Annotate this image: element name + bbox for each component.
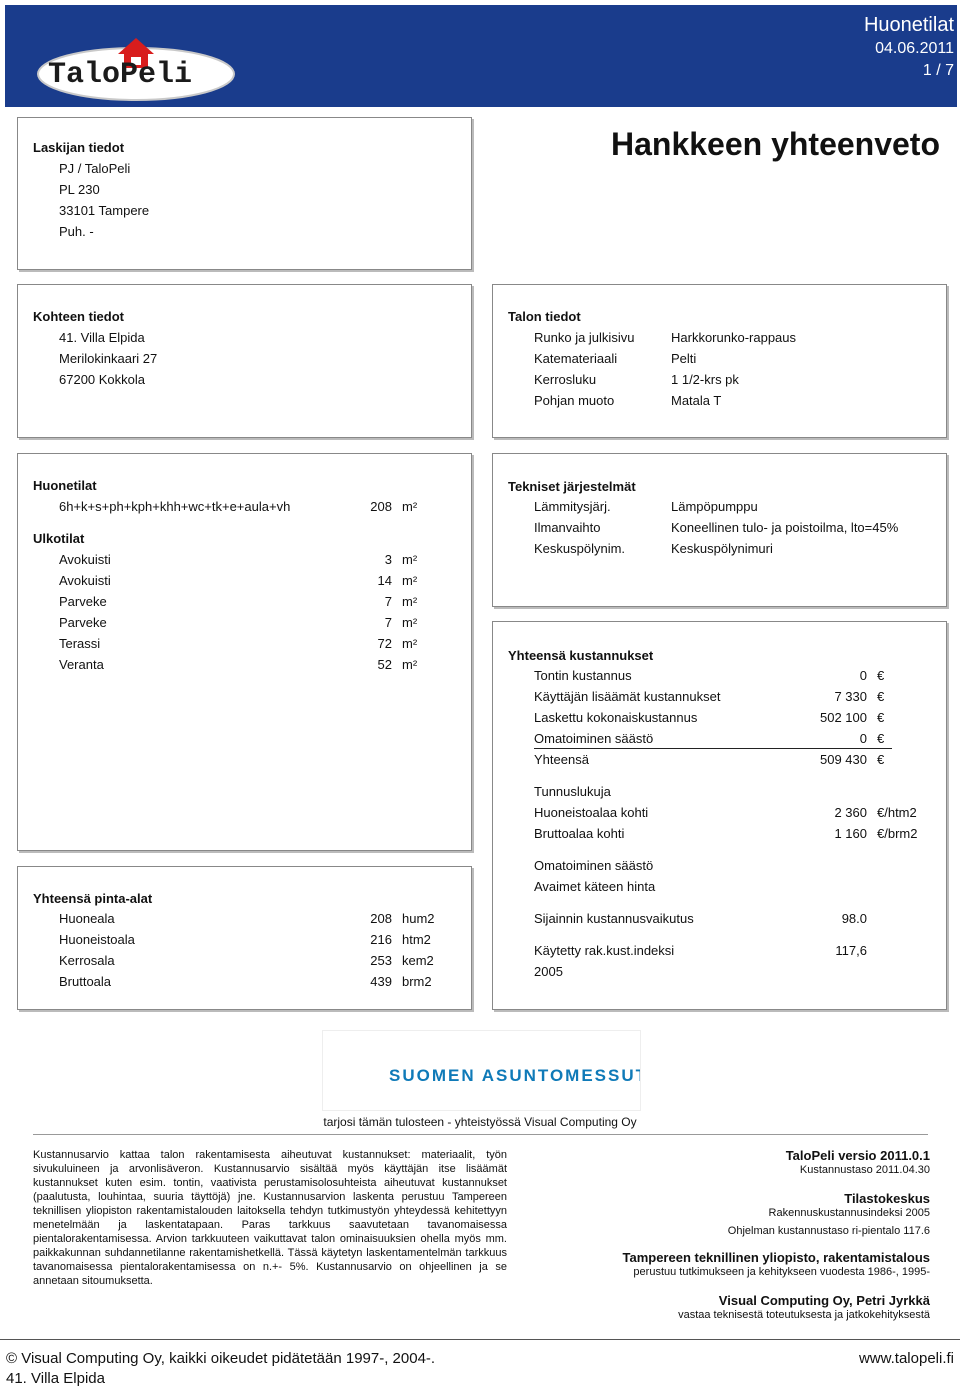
pinta-ala-unit: htm2 [402, 932, 431, 947]
footer-project: 41. Villa Elpida [6, 1370, 105, 1387]
saasto-heading: Omatoiminen säästö [534, 858, 654, 873]
ulkotila-label: Parveke [59, 594, 107, 609]
kohde-heading: Kohteen tiedot [33, 309, 124, 324]
ulkotila-unit: m² [402, 615, 418, 630]
euro-unit: € [877, 710, 885, 725]
indeksi-value: 117,6 [835, 943, 867, 958]
disclaimer: Kustannusarvio kattaa talon rakentamisesta aiheutuvat kustannukset: materiaalit, työn sivukuluineen ja arvonlisäveron. Kustannusarvio sisältää myös käyttäjän itse lisäämät kustannukset kuten esim. tontin, vaativista perustamisolosuhteista aiheutuvat kustannukset (paalutusta, louhintaa, suuria täyttöjä) jne. Kustannusarvion laskenta perustuu Tampereen teknillisen yliopiston rakentamistalouden laitoksella tehdyn tutkimustyön yhteydessä kehitettyyn menetelmään ja laskentatapaan. Paras tarkkuus saavutetaan tavanomaisessa pientalorakentamisessa. Arvion tarkkuuteen vaikuttavat talon ominaisuuksien ohella myös mm. paikkakunnan suhdannetilanne rakentamishetkellä. Tässä käytetyn laskentamentelmän tarkkuus tavanomaisessa pientalorakentamisessa on n.+- 5%. Kustannusarvio on ohjeellinen ja se annetaan sitoumuksetta. [33, 1149, 507, 1287]
tunnusluku-label: Huoneistoalaa kohti [534, 805, 649, 820]
ulkotila-value: 72 [377, 636, 392, 651]
pinta-ala-label: Huoneistoala [59, 932, 135, 947]
kohde-line: 41. Villa Elpida [59, 330, 145, 345]
euro-unit: € [877, 731, 885, 746]
tunnusluku-label: Bruttoalaa kohti [534, 826, 625, 841]
credit-sub: Rakennuskustannusindeksi 2005 [768, 1207, 930, 1219]
divider [33, 1134, 928, 1135]
kustannus-label: Käyttäjän lisäämät kustannukset [534, 689, 721, 704]
kustannus-value: 502 100 [820, 710, 867, 725]
pinta-ala-value: 253 [370, 953, 392, 968]
tekniset-value: Keskuspölynimuri [671, 541, 773, 556]
laskija-line: PJ / TaloPeli [59, 161, 131, 176]
ulkotila-value: 3 [384, 552, 392, 567]
ulkotila-unit: m² [402, 552, 418, 567]
credit-sub: vastaa teknisestä toteutuksesta ja jatkokehityksestä [678, 1309, 930, 1321]
asuntomessut-text: SUOMEN ASUNTOMESSUT [389, 1066, 640, 1085]
kustannukset-heading: Yhteensä kustannukset [508, 648, 654, 663]
laskija-line: 33101 Tampere [59, 203, 150, 218]
kustannus-label: Yhteensä [534, 752, 589, 767]
huonetilat-desc: 6h+k+s+ph+kph+khh+wc+tk+e+aula+vh [59, 499, 291, 514]
sijainti-value: 98.0 [841, 911, 867, 926]
talo-label: Kerrosluku [534, 372, 597, 387]
indeksi-year: 2005 [534, 964, 563, 979]
huonetilat-heading: Huonetilat [33, 478, 97, 493]
header-date: 04.06.2011 [875, 40, 954, 57]
tunnusluku-unit: €/htm2 [877, 805, 917, 820]
laskija-heading: Laskijan tiedot [33, 140, 125, 155]
tekniset-label: Ilmanvaihto [534, 520, 601, 535]
laskija-line: PL 230 [59, 182, 100, 197]
kustannus-label: Omatoiminen säästö [534, 731, 654, 746]
sijainti-label: Sijainnin kustannusvaikutus [534, 911, 694, 926]
kohde-line: Merilokinkaari 27 [59, 351, 158, 366]
tekniset-value: Lämpöpumppu [671, 499, 758, 514]
talo-value: Matala T [671, 393, 722, 408]
euro-unit: € [877, 752, 885, 767]
ulkotila-label: Avokuisti [59, 573, 111, 588]
asuntomessut-logo [323, 1031, 640, 1110]
euro-unit: € [877, 689, 885, 704]
pinta-ala-value: 216 [370, 932, 392, 947]
tekniset-label: Keskuspölynim. [534, 541, 626, 556]
footer-copyright: © Visual Computing Oy, kaikki oikeudet pidätetään 1997-, 2004-. [6, 1350, 436, 1367]
credit-title: Visual Computing Oy, Petri Jyrkkä [718, 1293, 930, 1308]
tekniset-value: Koneellinen tulo- ja poistoilma, lto=45% [671, 520, 899, 535]
pinta-alat-heading: Yhteensä pinta-alat [33, 891, 153, 906]
laskija-line: Puh. - [59, 224, 94, 239]
header-title: Huonetilat [863, 14, 954, 36]
kustannus-value: 0 [859, 668, 867, 683]
ulkotila-label: Veranta [59, 657, 104, 672]
talo-label: Katemateriaali [534, 351, 618, 366]
tunnusluvut-heading: Tunnuslukuja [534, 784, 611, 799]
kohde-line: 67200 Kokkola [59, 372, 146, 387]
ulkotila-value: 52 [377, 657, 392, 672]
talo-value: 1 1/2-krs pk [671, 372, 739, 387]
pinta-ala-unit: kem2 [402, 953, 434, 968]
tunnusluku-unit: €/brm2 [877, 826, 918, 841]
credits [570, 1148, 930, 1322]
footer-divider [0, 1339, 960, 1340]
ulkotila-value: 14 [377, 573, 392, 588]
credit-sub: Ohjelman kustannustaso ri-pientalo 117.6 [727, 1225, 930, 1237]
ulkotila-unit: m² [402, 594, 418, 609]
kustannus-label: Tontin kustannus [534, 668, 632, 683]
talopeli-logo [36, 32, 236, 102]
header-page: 1 / 7 [922, 62, 954, 79]
credit-sub: Kustannustaso 2011.04.30 [799, 1164, 930, 1176]
huonetilat-unit: m² [402, 499, 418, 514]
ulkotilat-heading: Ulkotilat [33, 531, 85, 546]
ulkotila-unit: m² [402, 636, 418, 651]
tunnusluku-value: 1 160 [834, 826, 867, 841]
ulkotila-unit: m² [402, 657, 418, 672]
huonetilat-value: 208 [370, 499, 392, 514]
tekniset-heading: Tekniset järjestelmät [508, 479, 636, 494]
talo-label: Runko ja julkisivu [534, 330, 635, 345]
kustannus-label: Laskettu kokonaiskustannus [534, 710, 698, 725]
talo-value: Pelti [671, 351, 697, 366]
euro-unit: € [877, 668, 885, 683]
ulkotila-label: Terassi [59, 636, 101, 651]
ulkotila-value: 7 [384, 594, 392, 609]
ulkotila-label: Parveke [59, 615, 107, 630]
ulkotila-unit: m² [402, 573, 418, 588]
pinta-ala-label: Huoneala [59, 911, 115, 926]
pinta-ala-label: Bruttoala [59, 974, 112, 989]
pinta-ala-value: 439 [370, 974, 392, 989]
talo-value: Harkkorunko-rappaus [671, 330, 797, 345]
logo-text: TaloPeli [48, 58, 193, 92]
credit-title: TaloPeli versio 2011.0.1 [785, 1148, 930, 1163]
ulkotila-label: Avokuisti [59, 552, 111, 567]
credit-title: Tampereen teknillinen yliopisto, rakentamistalous [622, 1250, 930, 1265]
talo-heading: Talon tiedot [508, 309, 581, 324]
pinta-ala-unit: brm2 [402, 974, 432, 989]
tekniset-label: Lämmitysjärj. [534, 499, 611, 514]
talo-label: Pohjan muoto [534, 393, 615, 408]
kustannus-value: 509 430 [820, 752, 867, 767]
ulkotila-value: 7 [384, 615, 392, 630]
sponsor-caption: tarjosi tämän tulosteen - yhteistyössä Visual Computing Oy [323, 1115, 637, 1129]
credit-title: Tilastokeskus [844, 1191, 930, 1206]
tunnusluku-value: 2 360 [834, 805, 867, 820]
pinta-ala-value: 208 [370, 911, 392, 926]
kustannus-value: 7 330 [834, 689, 867, 704]
kustannus-value: 0 [859, 731, 867, 746]
doc-title: Hankkeen yhteenveto [610, 126, 940, 162]
pinta-ala-label: Kerrosala [59, 953, 115, 968]
footer-url[interactable]: www.talopeli.fi [858, 1350, 954, 1367]
credit-sub: perustuu tutkimukseen ja kehitykseen vuodesta 1986-, 1995- [633, 1266, 930, 1278]
avaimet-label: Avaimet käteen hinta [534, 879, 656, 894]
sum-divider [534, 748, 892, 749]
indeksi-label: Käytetty rak.kust.indeksi [534, 943, 675, 958]
pinta-ala-unit: hum2 [402, 911, 435, 926]
